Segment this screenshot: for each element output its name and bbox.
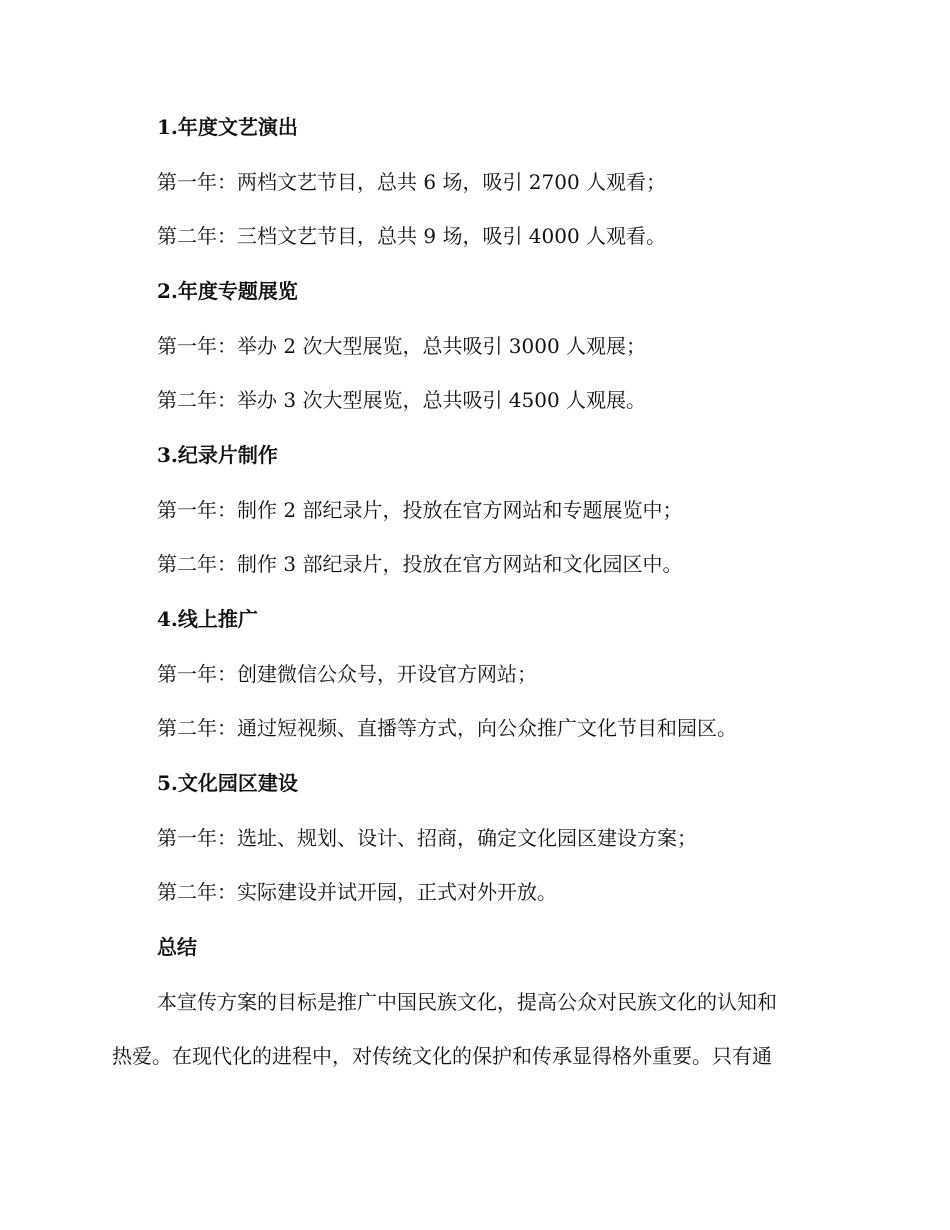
section-line: 第一年：举办 2 次大型展览，总共吸引 3000 人观展； <box>157 334 647 358</box>
section-line: 第一年：制作 2 部纪录片，投放在官方网站和专题展览中； <box>157 498 683 522</box>
section-heading-documentary: 3.纪录片制作 <box>157 443 278 467</box>
summary-paragraph-line-1: 本宣传方案的目标是推广中国民族文化，提高公众对民族文化的认知和 <box>157 990 777 1014</box>
section-line: 第二年：三档文艺节目，总共 9 场，吸引 4000 人观看。 <box>157 224 667 248</box>
summary-paragraph-line-2: 热爱。在现代化的进程中，对传统文化的保护和传承显得格外重要。只有通 <box>112 1044 772 1068</box>
section-line: 第二年：通过短视频、直播等方式，向公众推广文化节目和园区。 <box>157 716 737 740</box>
section-line: 第一年：两档文艺节目，总共 6 场，吸引 2700 人观看； <box>157 170 667 194</box>
section-heading-performances: 1.年度文艺演出 <box>157 115 298 139</box>
section-line: 第二年：实际建设并试开园，正式对外开放。 <box>157 880 557 904</box>
section-heading-online-promotion: 4.线上推广 <box>157 607 258 631</box>
section-line: 第一年：创建微信公众号，开设官方网站； <box>157 662 537 686</box>
section-heading-cultural-park: 5.文化园区建设 <box>157 771 298 795</box>
section-line: 第二年：举办 3 次大型展览，总共吸引 4500 人观展。 <box>157 388 647 412</box>
section-heading-exhibitions: 2.年度专题展览 <box>157 279 298 303</box>
section-line: 第二年：制作 3 部纪录片，投放在官方网站和文化园区中。 <box>157 552 683 576</box>
section-line: 第一年：选址、规划、设计、招商，确定文化园区建设方案； <box>157 826 697 850</box>
summary-heading: 总结 <box>157 935 197 959</box>
